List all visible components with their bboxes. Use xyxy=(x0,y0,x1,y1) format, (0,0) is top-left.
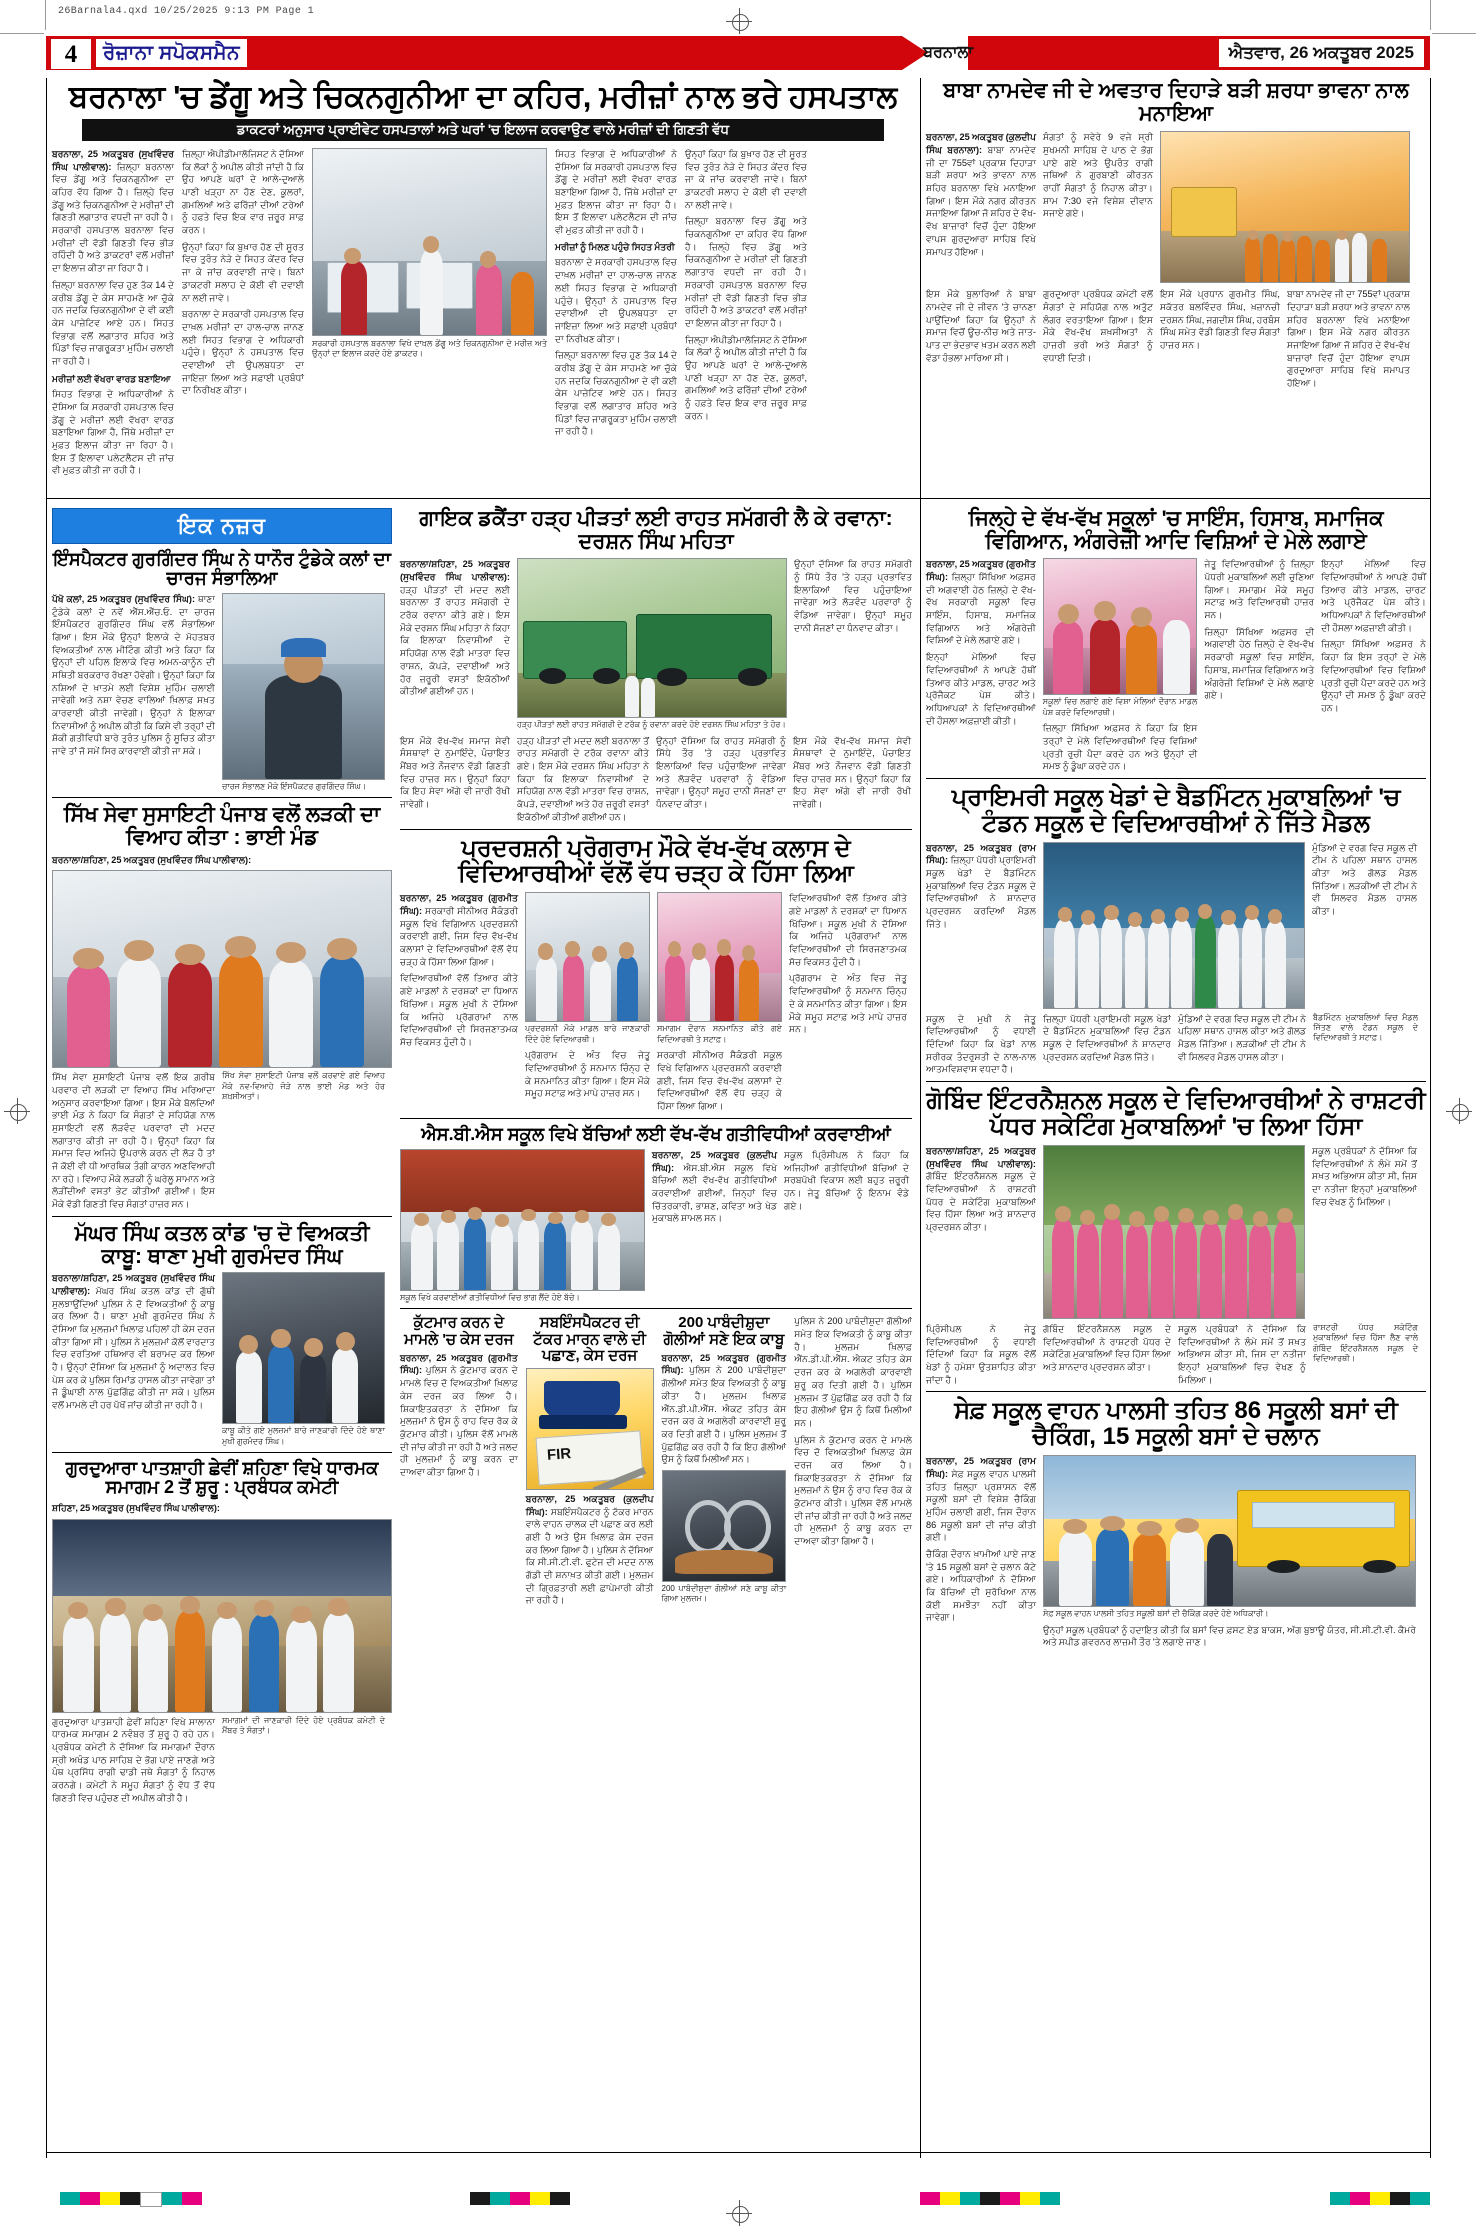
skating-headline: ਗੋਬਿੰਦ ਇੰਟਰਨੈਸ਼ਨਲ ਸਕੂਲ ਦੇ ਵਿਦਿਆਰਥੀਆਂ ਨੇ ਰਾਸ਼ਟਰੀ ਪੱਧਰ ਸਕੇਟਿੰਗ ਮੁਕਾਬਲਿਆਂ 'ਚ ਲਿਆ ਹਿੱਸਾ xyxy=(926,1087,1426,1141)
masthead-brand: ਰੋਜ਼ਾਨਾ ਸਪੋਕਸਮੈਨ xyxy=(96,39,247,67)
science-body-4: ਜੇਤੂ ਵਿਦਿਆਰਥੀਆਂ ਨੂੰ ਜ਼ਿਲ੍ਹਾ ਪੱਧਰੀ ਮੁਕਾਬਲਿਆਂ ਲਈ ਚੁਣਿਆ ਗਿਆ। ਸਮਾਗਮ ਮੌਕੇ ਸਮੂਹ ਸਟਾਫ਼ ਅਤੇ ਵਿਦਿਆਰਥੀ ਹਾਜ਼ਰ ਸਨ। xyxy=(1204,559,1315,621)
skating-body-1b: ਗੋਬਿੰਦ ਇੰਟਰਨੈਸ਼ਨਲ ਸਕੂਲ ਦੇ ਵਿਦਿਆਰਥੀਆਂ ਨੇ ਰਾਸ਼ਟਰੀ ਪੱਧਰ ਦੇ ਸਕੇਟਿੰਗ ਮੁਕਾਬਲਿਆਂ ਵਿਚ ਹਿੱਸਾ ਲਿਆ ਅਤੇ ਸ਼ਾਨਦਾਰ ਪ੍ਰਦਰਸ਼ਨ ਕੀਤਾ। xyxy=(1043,1323,1171,1372)
trim-mark xyxy=(1432,33,1476,34)
registration-mark-left xyxy=(4,1098,30,1124)
murder-caption: ਕਾਬੂ ਕੀਤੇ ਗਏ ਮੁਲਜ਼ਮਾਂ ਬਾਰੇ ਜਾਣਕਾਰੀ ਦਿੰਦੇ ਹੋਏ ਥਾਣਾ ਮੁਖੀ ਗੁਰਮੰਦਰ ਸਿੰਘ। xyxy=(222,1426,385,1446)
inspector-story xyxy=(52,550,392,798)
exhibition-photo-1 xyxy=(525,892,650,1022)
relief-caption: ਹੜ੍ਹ ਪੀੜਤਾਂ ਲਈ ਰਾਹਤ ਸਮੱਗਰੀ ਦੇ ਟਰੱਕ ਨੂੰ ਰਵਾਨਾ ਕਰਦੇ ਹੋਏ ਦਰਸ਼ਨ ਸਿੰਘ ਮਹਿਤਾ ਤੇ ਹੋਰ। xyxy=(517,720,786,730)
relief-body-1: ਹੜ੍ਹ ਪੀੜਤਾਂ ਦੀ ਮਦਦ ਲਈ ਬਰਨਾਲਾ ਤੋਂ ਰਾਹਤ ਸਮੱਗਰੀ ਦੇ ਟਰੱਕ ਰਵਾਨਾ ਕੀਤੇ ਗਏ। ਇਸ ਮੌਕੇ ਦਰਸ਼ਨ ਸਿੰਘ ਮਹਿਤਾ ਨੇ ਕਿਹਾ ਕਿ ਇਲਾਕਾ ਨਿਵਾਸੀਆਂ ਦੇ ਸਹਿਯੋਗ ਨਾਲ ਵੱਡੀ ਮਾਤਰਾ ਵਿਚ ਰਾਸ਼ਨ, ਕੱਪੜੇ, ਦਵਾਈਆਂ ਅਤੇ ਹੋਰ ਜ਼ਰੂਰੀ ਵਸਤਾਂ ਇਕੱਠੀਆਂ ਕੀਤੀਆਂ ਗਈਆਂ ਹਨ। xyxy=(400,584,510,697)
lead-body-2: ਜ਼ਿਲ੍ਹਾ ਬਰਨਾਲਾ ਵਿਚ ਹੁਣ ਤੱਕ 14 ਦੇ ਕਰੀਬ ਡੇਂਗੂ ਦੇ ਕੇਸ ਸਾਹਮਣੇ ਆ ਚੁੱਕੇ ਹਨ ਜਦਕਿ ਚਿਕਨਗੁਨੀਆ ਦੇ ਵੀ ਕਈ ਕੇਸ ਪਾਜ਼ੇਟਿਵ ਆਏ ਹਨ। ਸਿਹਤ ਵਿਭਾਗ ਵਲੋਂ ਲਗਾਤਾਰ ਸ਼ਹਿਰ ਅਤੇ ਪਿੰਡਾਂ ਵਿਚ ਜਾਗਰੂਕਤਾ ਮੁਹਿੰਮ ਚਲਾਈ ਜਾ ਰਹੀ ਹੈ। xyxy=(52,279,174,366)
namdev-body-3: ਇਸ ਮੌਕੇ ਬੁਲਾਰਿਆਂ ਨੇ ਬਾਬਾ ਨਾਮਦੇਵ ਜੀ ਦੇ ਜੀਵਨ 'ਤੇ ਚਾਨਣਾ ਪਾਉਂਦਿਆਂ ਕਿਹਾ ਕਿ ਉਨ੍ਹਾਂ ਨੇ ਸਮਾਜ ਵਿਚੋਂ ਊਚ-ਨੀਚ ਅਤੇ ਜਾਤ-ਪਾਤ ਦਾ ਭੇਦਭਾਵ ਖ਼ਤਮ ਕਰਨ ਲਈ ਵੱਡਾ ਹੰਭਲਾ ਮਾਰਿਆ ਸੀ। xyxy=(926,289,1036,363)
section-divider xyxy=(46,498,1431,499)
brief-overflow xyxy=(794,1315,912,1607)
gurdwara-story xyxy=(52,1459,392,1804)
sbs-dateline: ਬਰਨਾਲਾ, 25 ਅਕਤੂਬਰ (ਕੁਲਦੀਪ ਸਿੰਘ): xyxy=(652,1150,777,1173)
brief-pills-headline: 200 ਪਾਬੰਦੀਸ਼ੁਦਾ ਗੋਲੀਆਂ ਸਣੇ ਇਕ ਕਾਬੂ xyxy=(663,1314,785,1348)
brief-pills-dateline: ਬਰਨਾਲਾ, 25 ਅਕਤੂਬਰ (ਗੁਰਮੀਤ ਸਿੰਘ): xyxy=(661,1352,787,1376)
skating-dateline: ਬਰਨਾਲਾ/ਸ਼ਹਿਣਾ, 25 ਅਕਤੂਬਰ (ਸੁਖਵਿੰਦਰ ਸਿੰਘ ਪਾਲੀਵਾਲ): xyxy=(926,1145,1036,1169)
relief-body-3b: ਇਸ ਮੌਕੇ ਵੱਖ-ਵੱਖ ਸਮਾਜ ਸੇਵੀ ਸੰਸਥਾਵਾਂ ਦੇ ਨੁਮਾਇੰਦੇ, ਪੰਚਾਇਤ ਮੈਂਬਰ ਅਤੇ ਨੌਜਵਾਨ ਵੱਡੀ ਗਿਣਤੀ ਵਿਚ ਹਾਜ਼ਰ ਸਨ। ਉਨ੍ਹਾਂ ਕਿਹਾ ਕਿ ਇਹ ਸੇਵਾ ਅੱਗੇ ਵੀ ਜਾਰੀ ਰੱਖੀ ਜਾਵੇਗੀ। xyxy=(793,735,911,810)
science-body-1: ਜ਼ਿਲ੍ਹਾ ਸਿੱਖਿਆ ਅਫ਼ਸਰ ਦੀ ਅਗਵਾਈ ਹੇਠ ਜ਼ਿਲ੍ਹੇ ਦੇ ਵੱਖ-ਵੱਖ ਸਰਕਾਰੀ ਸਕੂਲਾਂ ਵਿਚ ਸਾਇੰਸ, ਹਿਸਾਬ, ਸਮਾਜਿਕ ਵਿਗਿਆਨ ਅਤੇ ਅੰਗਰੇਜ਼ੀ ਵਿਸ਼ਿਆਂ ਦੇ ਮੇਲੇ ਲਗਾਏ ਗਏ। xyxy=(926,572,1036,646)
gurdwara-caption: ਸਮਾਗਮਾਂ ਦੀ ਜਾਣਕਾਰੀ ਦਿੰਦੇ ਹੋਏ ਪ੍ਰਬੰਧਕ ਕਮੇਟੀ ਦੇ ਮੈਂਬਰ ਤੇ ਸੰਗਤਾਂ। xyxy=(222,1715,385,1735)
lead-body-6: ਬਰਨਾਲਾ ਦੇ ਸਰਕਾਰੀ ਹਸਪਤਾਲ ਵਿਚ ਦਾਖ਼ਲ ਮਰੀਜ਼ਾਂ ਦਾ ਹਾਲ-ਚਾਲ ਜਾਨਣ ਲਈ ਸਿਹਤ ਵਿਭਾਗ ਦੇ ਅਧਿਕਾਰੀ ਪਹੁੰਚੇ। ਉਨ੍ਹਾਂ ਨੇ ਹਸਪਤਾਲ ਵਿਚ ਦਵਾਈਆਂ ਦੀ ਉਪਲਬਧਤਾ ਦਾ ਜਾਇਜ਼ਾ ਲਿਆ ਅਤੇ ਸਫ਼ਾਈ ਪ੍ਰਬੰਧਾਂ ਦਾ ਨਿਰੀਖਣ ਕੀਤਾ। xyxy=(182,309,304,396)
skating-photo xyxy=(1043,1145,1305,1319)
lead-body-4: ਜ਼ਿਲ੍ਹਾ ਐਪੀਡੀਮਾਲੋਜਿਸਟ ਨੇ ਦੱਸਿਆ ਕਿ ਲੋਕਾਂ ਨੂੰ ਅਪੀਲ ਕੀਤੀ ਜਾਂਦੀ ਹੈ ਕਿ ਉਹ ਆਪਣੇ ਘਰਾਂ ਦੇ ਆਲੇ-ਦੁਆਲੇ ਪਾਣੀ ਖੜ੍ਹਾ ਨਾ ਹੋਣ ਦੇਣ, ਕੂਲਰਾਂ, ਗਮਲਿਆਂ ਅਤੇ ਫਰਿੱਜ਼ਾਂ ਦੀਆਂ ਟਰੇਆਂ ਨੂੰ ਹਫ਼ਤੇ ਵਿਚ ਇਕ ਵਾਰ ਜ਼ਰੂਰ ਸਾਫ਼ ਕਰਨ। xyxy=(182,148,304,236)
relief-body-2b: ਉਨ੍ਹਾਂ ਦੱਸਿਆ ਕਿ ਰਾਹਤ ਸਮੱਗਰੀ ਨੂੰ ਸਿੱਧੇ ਤੌਰ 'ਤੇ ਹੜ੍ਹ ਪ੍ਰਭਾਵਿਤ ਇਲਾਕਿਆਂ ਵਿਚ ਪਹੁੰਚਾਇਆ ਜਾਵੇਗਾ ਅਤੇ ਲੋੜਵੰਦ ਪਰਵਾਰਾਂ ਨੂੰ ਵੰਡਿਆ ਜਾਵੇਗਾ। ਉਨ੍ਹਾਂ ਸਮੂਹ ਦਾਨੀ ਸੱਜਣਾਂ ਦਾ ਧੰਨਵਾਦ ਕੀਤਾ। xyxy=(656,735,786,810)
bus-checking-photo xyxy=(1043,1455,1416,1607)
column-rule xyxy=(1430,78,1431,2158)
sbs-headline: ਐਸ.ਬੀ.ਐਸ ਸਕੂਲ ਵਿਖੇ ਬੱਚਿਆਂ ਲਈ ਵੱਖ-ਵੱਖ ਗਤੀਵਿਧੀਆਂ ਕਰਵਾਈਆਂ xyxy=(421,1123,891,1144)
science-dateline: ਬਰਨਾਲਾ, 25 ਅਕਤੂਬਰ (ਗੁਰਮੀਤ ਸਿੰਘ): xyxy=(926,559,1036,583)
gurdwara-dateline: ਸ਼ਹਿਣਾ, 25 ਅਕਤੂਬਰ (ਸੁਖਵਿੰਦਰ ਸਿੰਘ ਪਾਲੀਵਾਲ): xyxy=(52,1502,220,1513)
lead-body-1b: ਜ਼ਿਲ੍ਹਾ ਬਰਨਾਲਾ ਵਿਚ ਡੇਂਗੂ ਅਤੇ ਚਿਕਨਗੁਨੀਆ ਦਾ ਕਹਿਰ ਵੱਧ ਗਿਆ ਹੈ। ਜ਼ਿਲ੍ਹੇ ਵਿਚ ਡੇਂਗੂ ਅਤੇ ਚਿਕਨਗੁਨੀਆ ਦੇ ਮਰੀਜ਼ਾਂ ਦੀ ਗਿਣਤੀ ਲਗਾਤਾਰ ਵਧਦੀ ਜਾ ਰਹੀ ਹੈ। ਸਰਕਾਰੀ ਹਸਪਤਾਲ ਬਰਨਾਲਾ ਵਿਚ ਮਰੀਜ਼ਾਂ ਦੀ ਵੱਡੀ ਗਿਣਤੀ ਵਿਚ ਭੀੜ ਰਹਿੰਦੀ ਹੈ ਅਤੇ ਡਾਕਟਰਾਂ ਵਲੋਂ ਮਰੀਜ਼ਾਂ ਦਾ ਇਲਾਜ ਕੀਤਾ ਜਾ ਰਿਹਾ ਹੈ। xyxy=(685,216,807,328)
bottom-divider xyxy=(46,2152,1431,2153)
briefs-row xyxy=(400,1315,912,1607)
lead-body-1: ਜ਼ਿਲ੍ਹਾ ਬਰਨਾਲਾ ਵਿਚ ਡੇਂਗੂ ਅਤੇ ਚਿਕਨਗੁਨੀਆ ਦਾ ਕਹਿਰ ਵੱਧ ਗਿਆ ਹੈ। ਜ਼ਿਲ੍ਹੇ ਵਿਚ ਡੇਂਗੂ ਅਤੇ ਚਿਕਨਗੁਨੀਆ ਦੇ ਮਰੀਜ਼ਾਂ ਦੀ ਗਿਣਤੀ ਲਗਾਤਾਰ ਵਧਦੀ ਜਾ ਰਹੀ ਹੈ। ਸਰਕਾਰੀ ਹਸਪਤਾਲ ਬਰਨਾਲਾ ਵਿਚ ਮਰੀਜ਼ਾਂ ਦੀ ਵੱਡੀ ਗਿਣਤੀ ਵਿਚ ਭੀੜ ਰਹਿੰਦੀ ਹੈ ਅਤੇ ਡਾਕਟਰਾਂ ਵਲੋਂ ਮਰੀਜ਼ਾਂ ਦਾ ਇਲਾਜ ਕੀਤਾ ਜਾ ਰਿਹਾ ਹੈ। xyxy=(52,161,175,274)
right-column xyxy=(926,508,1426,1649)
brief-fir xyxy=(526,1315,654,1607)
gurdwara-photo xyxy=(52,1519,392,1713)
inspector-headline: ਇੰਸਪੈਕਟਰ ਗੁਰਗਿੰਦਰ ਸਿੰਘ ਨੇ ਧਾਨੌਰ ਟੁੰਡੇਕੇ ਕਲਾਂ ਦਾ ਚਾਰਜ ਸੰਭਾਲਿਆ xyxy=(53,549,391,589)
inspector-photo xyxy=(222,593,385,780)
science-body-3: ਜ਼ਿਲ੍ਹਾ ਸਿੱਖਿਆ ਅਫ਼ਸਰ ਨੇ ਕਿਹਾ ਕਿ ਇਸ ਤਰ੍ਹਾਂ ਦੇ ਮੇਲੇ ਵਿਦਿਆਰਥੀਆਂ ਵਿਚ ਵਿਸ਼ਿਆਂ ਪ੍ਰਤੀ ਰੁਚੀ ਪੈਦਾ ਕਰਦੇ ਹਨ ਅਤੇ ਉਨ੍ਹਾਂ ਦੀ ਸਮਝ ਨੂੰ ਡੂੰਘਾ ਕਰਦੇ ਹਨ। xyxy=(1042,723,1198,772)
murder-story xyxy=(52,1223,392,1453)
exhibition-body-2b: ਵਿਦਿਆਰਥੀਆਂ ਵੱਲੋਂ ਤਿਆਰ ਕੀਤੇ ਗਏ ਮਾਡਲਾਂ ਨੇ ਦਰਸ਼ਕਾਂ ਦਾ ਧਿਆਨ ਖਿੱਚਿਆ। ਸਕੂਲ ਮੁਖੀ ਨੇ ਦੱਸਿਆ ਕਿ ਅਜਿਹੇ ਪ੍ਰੋਗਰਾਮਾਂ ਨਾਲ ਵਿਦਿਆਰਥੀਆਂ ਦੀ ਸਿਰਜਣਾਤਮਕ ਸੋਚ ਵਿਕਸਤ ਹੁੰਦੀ ਹੈ। xyxy=(789,893,907,967)
relief-body-1b: ਹੜ੍ਹ ਪੀੜਤਾਂ ਦੀ ਮਦਦ ਲਈ ਬਰਨਾਲਾ ਤੋਂ ਰਾਹਤ ਸਮੱਗਰੀ ਦੇ ਟਰੱਕ ਰਵਾਨਾ ਕੀਤੇ ਗਏ। ਇਸ ਮੌਕੇ ਦਰਸ਼ਨ ਸਿੰਘ ਮਹਿਤਾ ਨੇ ਕਿਹਾ ਕਿ ਇਲਾਕਾ ਨਿਵਾਸੀਆਂ ਦੇ ਸਹਿਯੋਗ ਨਾਲ ਵੱਡੀ ਮਾਤਰਾ ਵਿਚ ਰਾਸ਼ਨ, ਕੱਪੜੇ, ਦਵਾਈਆਂ ਅਤੇ ਹੋਰ ਜ਼ਰੂਰੀ ਵਸਤਾਂ ਇਕੱਠੀਆਂ ਕੀਤੀਆਂ ਗਈਆਂ ਹਨ। xyxy=(517,735,649,822)
brief-overflow-body-2: ਪੁਲਿਸ ਨੇ ਕੁੱਟਮਾਰ ਕਰਨ ਦੇ ਮਾਮਲੇ ਵਿਚ ਦੋ ਵਿਅਕਤੀਆਂ ਖ਼ਿਲਾਫ਼ ਕੇਸ ਦਰਜ ਕਰ ਲਿਆ ਹੈ। ਸ਼ਿਕਾਇਤਕਰਤਾ ਨੇ ਦੱਸਿਆ ਕਿ ਮੁਲਜ਼ਮਾਂ ਨੇ ਉਸ ਨੂੰ ਰਾਹ ਵਿਚ ਰੋਕ ਕੇ ਕੁੱਟਮਾਰ ਕੀਤੀ। ਪੁਲਿਸ ਵੱਲੋਂ ਮਾਮਲੇ ਦੀ ਜਾਂਚ ਕੀਤੀ ਜਾ ਰਹੀ ਹੈ ਅਤੇ ਜਲਦ ਹੀ ਮੁਲਜ਼ਮਾਂ ਨੂੰ ਕਾਬੂ ਕਰਨ ਦਾ ਦਾਅਵਾ ਕੀਤਾ ਗਿਆ ਹੈ। xyxy=(794,1434,913,1547)
lead-body-6b: ਬਰਨਾਲਾ ਦੇ ਸਰਕਾਰੀ ਹਸਪਤਾਲ ਵਿਚ ਦਾਖ਼ਲ ਮਰੀਜ਼ਾਂ ਦਾ ਹਾਲ-ਚਾਲ ਜਾਨਣ ਲਈ ਸਿਹਤ ਵਿਭਾਗ ਦੇ ਅਧਿਕਾਰੀ ਪਹੁੰਚੇ। ਉਨ੍ਹਾਂ ਨੇ ਹਸਪਤਾਲ ਵਿਚ ਦਵਾਈਆਂ ਦੀ ਉਪਲਬਧਤਾ ਦਾ ਜਾਇਜ਼ਾ ਲਿਆ ਅਤੇ ਸਫ਼ਾਈ ਪ੍ਰਬੰਧਾਂ ਦਾ ਨਿਰੀਖਣ ਕੀਤਾ। xyxy=(555,257,677,344)
brief-fir-body: ਸਬਇੰਸਪੈਕਟਰ ਨੂੰ ਟੱਕਰ ਮਾਰਨ ਵਾਲੇ ਵਾਹਨ ਚਾਲਕ ਦੀ ਪਛਾਣ ਕਰ ਲਈ ਗਈ ਹੈ ਅਤੇ ਉਸ ਖ਼ਿਲਾਫ਼ ਕੇਸ ਦਰਜ ਕਰ ਲਿਆ ਗਿਆ ਹੈ। ਪੁਲਿਸ ਨੇ ਦੱਸਿਆ ਕਿ ਸੀ.ਸੀ.ਟੀ.ਵੀ. ਫੁਟੇਜ ਦੀ ਮਦਦ ਨਾਲ ਗੱਡੀ ਦੀ ਸ਼ਨਾਖ਼ਤ ਕੀਤੀ ਗਈ। ਮੁਲਜ਼ਮ ਦੀ ਗ੍ਰਿਫ਼ਤਾਰੀ ਲਈ ਛਾਪੇਮਾਰੀ ਕੀਤੀ ਜਾ ਰਹੀ ਹੈ। xyxy=(525,1506,654,1606)
lead-body-3b: ਸਿਹਤ ਵਿਭਾਗ ਦੇ ਅਧਿਕਾਰੀਆਂ ਨੇ ਦੱਸਿਆ ਕਿ ਸਰਕਾਰੀ ਹਸਪਤਾਲ ਵਿਚ ਡੇਂਗੂ ਦੇ ਮਰੀਜ਼ਾਂ ਲਈ ਵੱਖਰਾ ਵਾਰਡ ਬਣਾਇਆ ਗਿਆ ਹੈ, ਜਿੱਥੇ ਮਰੀਜ਼ਾਂ ਦਾ ਮੁਫ਼ਤ ਇਲਾਜ ਕੀਤਾ ਜਾ ਰਿਹਾ ਹੈ। ਇਸ ਤੋਂ ਇਲਾਵਾ ਪਲੇਟਲੈਟਸ ਦੀ ਜਾਂਚ ਵੀ ਮੁਫ਼ਤ ਕੀਤੀ ਜਾ ਰਹੀ ਹੈ। xyxy=(555,148,677,236)
murder-headline: ਮੱਘਰ ਸਿੰਘ ਕਤਲ ਕਾਂਡ 'ਚ ਦੋ ਵਿਅਕਤੀ ਕਾਬੂ: ਥਾਣਾ ਮੁਖੀ ਗੁਰਮੰਦਰ ਸਿੰਘ xyxy=(74,1221,370,1268)
brief-assault-body: ਪੁਲਿਸ ਨੇ ਕੁੱਟਮਾਰ ਕਰਨ ਦੇ ਮਾਮਲੇ ਵਿਚ ਦੋ ਵਿਅਕਤੀਆਂ ਖ਼ਿਲਾਫ਼ ਕੇਸ ਦਰਜ ਕਰ ਲਿਆ ਹੈ। ਸ਼ਿਕਾਇਤਕਰਤਾ ਨੇ ਦੱਸਿਆ ਕਿ ਮੁਲਜ਼ਮਾਂ ਨੇ ਉਸ ਨੂੰ ਰਾਹ ਵਿਚ ਰੋਕ ਕੇ ਕੁੱਟਮਾਰ ਕੀਤੀ। ਪੁਲਿਸ ਵੱਲੋਂ ਮਾਮਲੇ ਦੀ ਜਾਂਚ ਕੀਤੀ ਜਾ ਰਹੀ ਹੈ ਅਤੇ ਜਲਦ ਹੀ ਮੁਲਜ਼ਮਾਂ ਨੂੰ ਕਾਬੂ ਕਰਨ ਦਾ ਦਾਅਵਾ ਕੀਤਾ ਗਿਆ ਹੈ। xyxy=(400,1365,518,1477)
buses-body-1: ਸੇਫ਼ ਸਕੂਲ ਵਾਹਨ ਪਾਲਸੀ ਤਹਿਤ ਜ਼ਿਲ੍ਹਾ ਪ੍ਰਸ਼ਾਸਨ ਵੱਲੋਂ ਸਕੂਲੀ ਬਸਾਂ ਦੀ ਵਿਸ਼ੇਸ਼ ਚੈਕਿੰਗ ਮੁਹਿੰਮ ਚਲਾਈ ਗਈ, ਜਿਸ ਦੌਰਾਨ 86 ਸਕੂਲੀ ਬਸਾਂ ਦੀ ਜਾਂਚ ਕੀਤੀ ਗਈ। xyxy=(926,1468,1036,1543)
brief-overflow-body: ਪੁਲਿਸ ਨੇ 200 ਪਾਬੰਦੀਸ਼ੁਦਾ ਗੋਲੀਆਂ ਸਮੇਤ ਇਕ ਵਿਅਕਤੀ ਨੂੰ ਕਾਬੂ ਕੀਤਾ ਹੈ। ਮੁਲਜ਼ਮ ਖ਼ਿਲਾਫ਼ ਐੱਨ.ਡੀ.ਪੀ.ਐੱਸ. ਐਕਟ ਤਹਿਤ ਕੇਸ ਦਰਜ ਕਰ ਕੇ ਅਗਲੇਰੀ ਕਾਰਵਾਈ ਸ਼ੁਰੂ ਕਰ ਦਿਤੀ ਗਈ ਹੈ। ਪੁਲਿਸ ਮੁਲਜ਼ਮ ਤੋਂ ਪੁੱਛਗਿੱਛ ਕਰ ਰਹੀ ਹੈ ਕਿ ਇਹ ਗੋਲੀਆਂ ਉਸ ਨੂੰ ਕਿਥੋਂ ਮਿਲੀਆਂ ਸਨ। xyxy=(794,1316,913,1428)
badminton-caption: ਬੈਡਮਿੰਟਨ ਮੁਕਾਬਲਿਆਂ ਵਿਚ ਮੈਡਲ ਜਿੱਤਣ ਵਾਲੇ ਟੰਡਨ ਸਕੂਲ ਦੇ ਵਿਦਿਆਰਥੀ ਤੇ ਸਟਾਫ਼। xyxy=(1313,1012,1418,1043)
lead-body-3: ਸਿਹਤ ਵਿਭਾਗ ਦੇ ਅਧਿਕਾਰੀਆਂ ਨੇ ਦੱਸਿਆ ਕਿ ਸਰਕਾਰੀ ਹਸਪਤਾਲ ਵਿਚ ਡੇਂਗੂ ਦੇ ਮਰੀਜ਼ਾਂ ਲਈ ਵੱਖਰਾ ਵਾਰਡ ਬਣਾਇਆ ਗਿਆ ਹੈ, ਜਿੱਥੇ ਮਰੀਜ਼ਾਂ ਦਾ ਮੁਫ਼ਤ ਇਲਾਜ ਕੀਤਾ ਜਾ ਰਿਹਾ ਹੈ। ਇਸ ਤੋਂ ਇਲਾਵਾ ਪਲੇਟਲੈਟਸ ਦੀ ਜਾਂਚ ਵੀ ਮੁਫ਼ਤ ਕੀਤੀ ਜਾ ਰਹੀ ਹੈ। xyxy=(52,389,174,476)
namdev-column-2 xyxy=(1043,131,1153,283)
exhibition-headline: ਪ੍ਰਦਰਸ਼ਨੀ ਪ੍ਰੋਗਰਾਮ ਮੌਕੇ ਵੱਖ-ਵੱਖ ਕਲਾਸ ਦੇ ਵਿਦਿਆਰਥੀਆਂ ਵੱਲੋਂ ਵੱਧ ਚੜ੍ਹ ਕੇ ਹਿੱਸਾ ਲਿਆ xyxy=(458,834,854,888)
science-headline: ਜਿਲ੍ਹੇ ਦੇ ਵੱਖ-ਵੱਖ ਸਕੂਲਾਂ 'ਚ ਸਾਇੰਸ, ਹਿਸਾਬ, ਸਮਾਜਿਕ ਵਿਗਿਆਨ, ਅੰਗਰੇਜ਼ੀ ਆਦਿ ਵਿਸ਼ਿਆਂ ਦੇ ਮੇਲੇ ਲਗਾਏ xyxy=(968,507,1384,553)
inspector-dateline: ਪੱਖੋ ਕਲਾਂ, 25 ਅਕਤੂਬਰ (ਸੁਖਵਿੰਦਰ ਸਿੰਘ): xyxy=(52,593,196,604)
skating-body-2b: ਸਕੂਲ ਪ੍ਰਬੰਧਕਾਂ ਨੇ ਦੱਸਿਆ ਕਿ ਵਿਦਿਆਰਥੀਆਂ ਨੇ ਲੰਮੇ ਸਮੇਂ ਤੋਂ ਸਖ਼ਤ ਅਭਿਆਸ ਕੀਤਾ ਸੀ, ਜਿਸ ਦਾ ਨਤੀਜਾ ਇਨ੍ਹਾਂ ਮੁਕਾਬਲਿਆਂ ਵਿਚ ਵੇਖਣ ਨੂੰ ਮਿਲਿਆ। xyxy=(1178,1323,1306,1385)
trim-mark xyxy=(0,33,44,34)
brief-pills-body: ਪੁਲਿਸ ਨੇ 200 ਪਾਬੰਦੀਸ਼ੁਦਾ ਗੋਲੀਆਂ ਸਮੇਤ ਇਕ ਵਿਅਕਤੀ ਨੂੰ ਕਾਬੂ ਕੀਤਾ ਹੈ। ਮੁਲਜ਼ਮ ਖ਼ਿਲਾਫ਼ ਐੱਨ.ਡੀ.ਪੀ.ਐੱਸ. ਐਕਟ ਤਹਿਤ ਕੇਸ ਦਰਜ ਕਰ ਕੇ ਅਗਲੇਰੀ ਕਾਰਵਾਈ ਸ਼ੁਰੂ ਕਰ ਦਿਤੀ ਗਈ ਹੈ। ਪੁਲਿਸ ਮੁਲਜ਼ਮ ਤੋਂ ਪੁੱਛਗਿੱਛ ਕਰ ਰਹੀ ਹੈ ਕਿ ਇਹ ਗੋਲੀਆਂ ਉਸ ਨੂੰ ਕਿਥੋਂ ਮਿਲੀਆਂ ਸਨ। xyxy=(661,1365,787,1465)
buses-body-3: ਉਨ੍ਹਾਂ ਸਕੂਲ ਪ੍ਰਬੰਧਕਾਂ ਨੂੰ ਹਦਾਇਤ ਕੀਤੀ ਕਿ ਬਸਾਂ ਵਿਚ ਫ਼ਸਟ ਏਡ ਬਾਕਸ, ਅੱਗ ਬੁਝਾਊ ਯੰਤਰ, ਸੀ.ਸੀ.ਟੀ.ਵੀ. ਕੈਮਰੇ ਅਤੇ ਸਪੀਡ ਗਵਰਨਰ ਲਾਜ਼ਮੀ ਤੌਰ 'ਤੇ ਲਗਾਏ ਜਾਣ। xyxy=(1043,1624,1416,1648)
left-column xyxy=(52,508,392,1804)
gurdwara-body: ਗੁਰਦੁਆਰਾ ਪਾਤਸ਼ਾਹੀ ਛੇਵੀਂ ਸ਼ਹਿਣਾ ਵਿਖੇ ਸਾਲਾਨਾ ਧਾਰਮਕ ਸਮਾਗਮ 2 ਨਵੰਬਰ ਤੋਂ ਸ਼ੁਰੂ ਹੋ ਰਹੇ ਹਨ। ਪ੍ਰਬੰਧਕ ਕਮੇਟੀ ਨੇ ਦੱਸਿਆ ਕਿ ਸਮਾਗਮਾਂ ਦੌਰਾਨ ਸ੍ਰੀ ਅਖੰਡ ਪਾਠ ਸਾਹਿਬ ਦੇ ਭੋਗ ਪਾਏ ਜਾਣਗੇ ਅਤੇ ਪੰਥ ਪ੍ਰਸਿੱਧ ਰਾਗੀ ਢਾਡੀ ਜਥੇ ਸੰਗਤਾਂ ਨੂੰ ਨਿਹਾਲ ਕਰਨਗੇ। ਕਮੇਟੀ ਨੇ ਸਮੂਹ ਸੰਗਤਾਂ ਨੂੰ ਵੱਧ ਤੋਂ ਵੱਧ ਗਿਣਤੀ ਵਿਚ ਪਹੁੰਚਣ ਦੀ ਅਪੀਲ ਕੀਤੀ ਹੈ। xyxy=(52,1716,215,1803)
lead-body-5: ਉਨ੍ਹਾਂ ਕਿਹਾ ਕਿ ਬੁਖ਼ਾਰ ਹੋਣ ਦੀ ਸੂਰਤ ਵਿਚ ਤੁਰੰਤ ਨੇੜੇ ਦੇ ਸਿਹਤ ਕੇਂਦਰ ਵਿਚ ਜਾ ਕੇ ਜਾਂਚ ਕਰਵਾਈ ਜਾਵੇ। ਬਿਨਾਂ ਡਾਕਟਰੀ ਸਲਾਹ ਦੇ ਕੋਈ ਵੀ ਦਵਾਈ ਨਾ ਲਈ ਜਾਵੇ। xyxy=(182,241,304,303)
wedding-photo xyxy=(52,870,392,1068)
namdev-story xyxy=(926,80,1426,390)
namdev-body-1c: ਬਾਬਾ ਨਾਮਦੇਵ ਜੀ ਦਾ 755ਵਾਂ ਪ੍ਰਕਾਸ਼ ਦਿਹਾੜਾ ਬੜੀ ਸ਼ਰਧਾ ਅਤੇ ਭਾਵਨਾ ਨਾਲ ਸ਼ਹਿਰ ਬਰਨਾਲਾ ਵਿਖੇ ਮਨਾਇਆ ਗਿਆ। ਇਸ ਮੌਕੇ ਨਗਰ ਕੀਰਤਨ ਸਜਾਇਆ ਗਿਆ ਜੋ ਸ਼ਹਿਰ ਦੇ ਵੱਖ-ਵੱਖ ਬਾਜ਼ਾਰਾਂ ਵਿਚੋਂ ਹੁੰਦਾ ਹੋਇਆ ਵਾਪਸ ਗੁਰਦੁਆਰਾ ਸਾਹਿਬ ਵਿਖੇ ਸਮਾਪਤ ਹੋਇਆ। xyxy=(1287,289,1410,389)
badminton-body-1b: ਜ਼ਿਲ੍ਹਾ ਪੱਧਰੀ ਪ੍ਰਾਇਮਰੀ ਸਕੂਲ ਖੇਡਾਂ ਦੇ ਬੈਡਮਿੰਟਨ ਮੁਕਾਬਲਿਆਂ ਵਿਚ ਟੰਡਨ ਸਕੂਲ ਦੇ ਵਿਦਿਆਰਥੀਆਂ ਨੇ ਸ਼ਾਨਦਾਰ ਪ੍ਰਦਰਸ਼ਨ ਕਰਦਿਆਂ ਮੈਡਲ ਜਿੱਤੇ। xyxy=(1043,1013,1171,1062)
lead-body-5b: ਉਨ੍ਹਾਂ ਕਿਹਾ ਕਿ ਬੁਖ਼ਾਰ ਹੋਣ ਦੀ ਸੂਰਤ ਵਿਚ ਤੁਰੰਤ ਨੇੜੇ ਦੇ ਸਿਹਤ ਕੇਂਦਰ ਵਿਚ ਜਾ ਕੇ ਜਾਂਚ ਕਰਵਾਈ ਜਾਵੇ। ਬਿਨਾਂ ਡਾਕਟਰੀ ਸਲਾਹ ਦੇ ਕੋਈ ਵੀ ਦਵਾਈ ਨਾ ਲਈ ਜਾਵੇ। xyxy=(685,148,807,210)
lead-subtitle-a: ਮਰੀਜ਼ਾਂ ਲਈ ਵੱਖਰਾ ਵਾਰਡ ਬਣਾਇਆ xyxy=(52,373,171,384)
page-number: 4 xyxy=(50,38,92,70)
namdev-body-1: ਬਾਬਾ ਨਾਮਦੇਵ ਜੀ ਦਾ 755ਵਾਂ ਪ੍ਰਕਾਸ਼ ਦਿਹਾੜਾ ਬੜੀ ਸ਼ਰਧਾ ਅਤੇ ਭਾਵਨਾ ਨਾਲ ਸ਼ਹਿਰ ਬਰਨਾਲਾ ਵਿਖੇ ਮਨਾਇਆ ਗਿਆ। ਇਸ ਮੌਕੇ ਨਗਰ ਕੀਰਤਨ ਸਜਾਇਆ ਗਿਆ ਜੋ ਸ਼ਹਿਰ ਦੇ ਵੱਖ-ਵੱਖ ਬਾਜ਼ਾਰਾਂ ਵਿਚੋਂ ਹੁੰਦਾ ਹੋਇਆ ਵਾਪਸ ਗੁਰਦੁਆਰਾ ਸਾਹਿਬ ਵਿਖੇ ਸਮਾਪਤ ਹੋਇਆ। xyxy=(926,145,1036,257)
fir-icon-label: FIR xyxy=(546,1444,572,1464)
badminton-body-2b: ਮੁੰਡਿਆਂ ਦੇ ਵਰਗ ਵਿਚ ਸਕੂਲ ਦੀ ਟੀਮ ਨੇ ਪਹਿਲਾ ਸਥਾਨ ਹਾਸਲ ਕੀਤਾ ਅਤੇ ਗੋਲਡ ਮੈਡਲ ਜਿੱਤਿਆ। ਲੜਕੀਆਂ ਦੀ ਟੀਮ ਨੇ ਵੀ ਸਿਲਵਰ ਮੈਡਲ ਹਾਸਲ ਕੀਤਾ। xyxy=(1178,1013,1306,1062)
lead-subtitle-b: ਮਰੀਜ਼ਾਂ ਨੂੰ ਮਿਲਣ ਪਹੁੰਚੇ ਸਿਹਤ ਮੰਤਰੀ xyxy=(555,241,675,252)
badminton-photo xyxy=(1043,842,1305,1009)
sbs-body-2: ਸਕੂਲ ਪ੍ਰਿੰਸੀਪਲ ਨੇ ਕਿਹਾ ਕਿ ਅਜਿਹੀਆਂ ਗਤੀਵਿਧੀਆਂ ਬੱਚਿਆਂ ਦੇ ਸਰਬਪੱਖੀ ਵਿਕਾਸ ਲਈ ਬਹੁਤ ਜ਼ਰੂਰੀ ਹਨ। ਜੇਤੂ ਬੱਚਿਆਂ ਨੂੰ ਇਨਾਮ ਵੰਡੇ ਗਏ। xyxy=(784,1150,909,1211)
nagar-kirtan-photo xyxy=(1160,131,1410,283)
exhibition-dateline: ਬਰਨਾਲਾ, 25 ਅਕਤੂਬਰ (ਗੁਰਮੀਤ ਸਿੰਘ): xyxy=(400,893,518,917)
sbs-body-1: ਐਸ.ਬੀ.ਐਸ ਸਕੂਲ ਵਿਖੇ ਬੱਚਿਆਂ ਲਈ ਵੱਖ-ਵੱਖ ਗਤੀਵਿਧੀਆਂ ਕਰਵਾਈਆਂ ਗਈਆਂ, ਜਿਨ੍ਹਾਂ ਵਿਚ ਚਿੱਤਰਕਾਰੀ, ਭਾਸ਼ਣ, ਕਵਿਤਾ ਅਤੇ ਖੇਡ ਮੁਕਾਬਲੇ ਸ਼ਾਮਲ ਸਨ। xyxy=(652,1162,778,1224)
murder-photo xyxy=(222,1272,385,1424)
skating-story xyxy=(926,1088,1426,1392)
masthead xyxy=(46,36,1430,70)
lead-photo-block xyxy=(312,148,547,477)
buses-body-2: ਚੈਕਿੰਗ ਦੌਰਾਨ ਖ਼ਾਮੀਆਂ ਪਾਏ ਜਾਣ 'ਤੇ 15 ਸਕੂਲੀ ਬਸਾਂ ਦੇ ਚਲਾਨ ਕੱਟੇ ਗਏ। ਅਧਿਕਾਰੀਆਂ ਨੇ ਦੱਸਿਆ ਕਿ ਬੱਚਿਆਂ ਦੀ ਸੁਰੱਖਿਆ ਨਾਲ ਕੋਈ ਸਮਝੌਤਾ ਨਹੀਂ ਕੀਤਾ ਜਾਵੇਗਾ। xyxy=(926,1549,1036,1623)
inspector-caption: ਚਾਰਜ ਸੰਭਾਲਣ ਮੌਕੇ ਇੰਸਪੈਕਟਰ ਗੁਰਗਿੰਦਰ ਸਿੰਘ। xyxy=(222,781,366,791)
exhibition-body-2: ਵਿਦਿਆਰਥੀਆਂ ਵੱਲੋਂ ਤਿਆਰ ਕੀਤੇ ਗਏ ਮਾਡਲਾਂ ਨੇ ਦਰਸ਼ਕਾਂ ਦਾ ਧਿਆਨ ਖਿੱਚਿਆ। ਸਕੂਲ ਮੁਖੀ ਨੇ ਦੱਸਿਆ ਕਿ ਅਜਿਹੇ ਪ੍ਰੋਗਰਾਮਾਂ ਨਾਲ ਵਿਦਿਆਰਥੀਆਂ ਦੀ ਸਿਰਜਣਾਤਮਕ ਸੋਚ ਵਿਕਸਤ ਹੁੰਦੀ ਹੈ। xyxy=(400,973,518,1047)
relief-body-3: ਇਸ ਮੌਕੇ ਵੱਖ-ਵੱਖ ਸਮਾਜ ਸੇਵੀ ਸੰਸਥਾਵਾਂ ਦੇ ਨੁਮਾਇੰਦੇ, ਪੰਚਾਇਤ ਮੈਂਬਰ ਅਤੇ ਨੌਜਵਾਨ ਵੱਡੀ ਗਿਣਤੀ ਵਿਚ ਹਾਜ਼ਰ ਸਨ। ਉਨ੍ਹਾਂ ਕਿਹਾ ਕਿ ਇਹ ਸੇਵਾ ਅੱਗੇ ਵੀ ਜਾਰੀ ਰੱਖੀ ਜਾਵੇਗੀ। xyxy=(400,735,510,810)
lead-dateline: ਬਰਨਾਲਾ, 25 ਅਕਤੂਬਰ (ਸੁਖਵਿੰਦਰ ਸਿੰਘ ਪਾਲੀਵਾਲ): xyxy=(52,148,174,172)
exhibition-photo-2 xyxy=(657,892,782,1022)
brief-fir-headline: ਸਬਇੰਸਪੈਕਟਰ ਦੀ ਟੱਕਰ ਮਾਰਨ ਵਾਲੇ ਦੀ ਪਛਾਣ, ਕੇਸ ਦਰਜ xyxy=(533,1314,646,1364)
colorbar-center xyxy=(470,2192,570,2205)
lead-story xyxy=(52,80,914,477)
lead-column-1 xyxy=(52,148,174,477)
masthead-city: ਬਰਨਾਲਾ xyxy=(923,44,973,61)
namdev-column-1 xyxy=(926,131,1036,283)
science-body-2b: ਇਨ੍ਹਾਂ ਮੇਲਿਆਂ ਵਿਚ ਵਿਦਿਆਰਥੀਆਂ ਨੇ ਆਪਣੇ ਹੱਥੀਂ ਤਿਆਰ ਕੀਤੇ ਮਾਡਲ, ਚਾਰਟ ਅਤੇ ਪ੍ਰੋਜੈਕਟ ਪੇਸ਼ ਕੀਤੇ। ਅਧਿਆਪਕਾਂ ਨੇ ਵਿਦਿਆਰਥੀਆਂ ਦੀ ਹੌਸਲਾ ਅਫ਼ਜ਼ਾਈ ਕੀਤੀ। xyxy=(1321,559,1426,633)
namdev-photo-block xyxy=(1160,131,1410,283)
colorbar-far-right xyxy=(1330,2192,1430,2205)
badminton-body-1: ਜ਼ਿਲ੍ਹਾ ਪੱਧਰੀ ਪ੍ਰਾਇਮਰੀ ਸਕੂਲ ਖੇਡਾਂ ਦੇ ਬੈਡਮਿੰਟਨ ਮੁਕਾਬਲਿਆਂ ਵਿਚ ਟੰਡਨ ਸਕੂਲ ਦੇ ਵਿਦਿਆਰਥੀਆਂ ਨੇ ਸ਼ਾਨਦਾਰ ਪ੍ਰਦਰਸ਼ਨ ਕਰਦਿਆਂ ਮੈਡਲ ਜਿੱਤੇ। xyxy=(926,855,1037,929)
science-photo xyxy=(1043,558,1198,695)
exhibition-body-1: ਸਰਕਾਰੀ ਸੀਨੀਅਰ ਸੈਕੰਡਰੀ ਸਕੂਲ ਵਿਖੇ ਵਿਗਿਆਨ ਪ੍ਰਦਰਸ਼ਨੀ ਕਰਵਾਈ ਗਈ, ਜਿਸ ਵਿਚ ਵੱਖ-ਵੱਖ ਕਲਾਸਾਂ ਦੇ ਵਿਦਿਆਰਥੀਆਂ ਵੱਲੋਂ ਵੱਧ ਚੜ੍ਹ ਕੇ ਹਿੱਸਾ ਲਿਆ ਗਿਆ। xyxy=(400,906,518,967)
badminton-body-3: ਸਕੂਲ ਦੇ ਮੁਖੀ ਨੇ ਜੇਤੂ ਵਿਦਿਆਰਥੀਆਂ ਨੂੰ ਵਧਾਈ ਦਿੰਦਿਆਂ ਕਿਹਾ ਕਿ ਖੇਡਾਂ ਨਾਲ ਸਰੀਰਕ ਤੰਦਰੁਸਤੀ ਦੇ ਨਾਲ-ਨਾਲ ਆਤਮਵਿਸ਼ਵਾਸ ਵਧਦਾ ਹੈ। xyxy=(926,1013,1036,1075)
sikhseva-body: ਸਿੱਖ ਸੇਵਾ ਸੁਸਾਇਟੀ ਪੰਜਾਬ ਵਲੋਂ ਇਕ ਗ਼ਰੀਬ ਪਰਵਾਰ ਦੀ ਲੜਕੀ ਦਾ ਵਿਆਹ ਸਿੱਖ ਮਰਿਆਦਾ ਅਨੁਸਾਰ ਕਰਵਾਇਆ ਗਿਆ। ਇਸ ਮੌਕੇ ਬੋਲਦਿਆਂ ਭਾਈ ਮੰਡ ਨੇ ਕਿਹਾ ਕਿ ਸੰਗਤਾਂ ਦੇ ਸਹਿਯੋਗ ਨਾਲ ਸੁਸਾਇਟੀ ਵਲੋਂ ਲੋੜਵੰਦ ਪਰਵਾਰਾਂ ਦੀ ਮਦਦ ਲਗਾਤਾਰ ਕੀਤੀ ਜਾ ਰਹੀ ਹੈ। ਉਨ੍ਹਾਂ ਕਿਹਾ ਕਿ ਸਮਾਜ ਵਿਚ ਅਜਿਹੇ ਉਪਰਾਲੇ ਕਰਨ ਦੀ ਲੋੜ ਹੈ ਤਾਂ ਜੋ ਕੋਈ ਵੀ ਧੀ ਆਰਥਿਕ ਤੰਗੀ ਕਾਰਨ ਅਣਵਿਆਹੀ ਨਾ ਰਹੇ। ਵਿਆਹ ਮੌਕੇ ਲੜਕੀ ਨੂੰ ਘਰੇਲੂ ਸਾਮਾਨ ਅਤੇ ਲੋੜੀਂਦੀਆਂ ਵਸਤਾਂ ਭੇਟ ਕੀਤੀਆਂ ਗਈਆਂ। ਇਸ ਮੌਕੇ ਵੱਡੀ ਗਿਣਤੀ ਵਿਚ ਸੰਗਤਾਂ ਹਾਜ਼ਰ ਸਨ। xyxy=(52,1072,215,1210)
namdev-headline: ਬਾਬਾ ਨਾਮਦੇਵ ਜੀ ਦੇ ਅਵਤਾਰ ਦਿਹਾੜੇ ਬੜੀ ਸ਼ਰਧਾ ਭਾਵਨਾ ਨਾਲ ਮਨਾਇਆ xyxy=(943,79,1409,125)
sikhseva-story xyxy=(52,804,392,1217)
lead-subhead: ਡਾਕਟਰਾਂ ਅਨੁਸਾਰ ਪ੍ਰਾਈਵੇਟ ਹਸਪਤਾਲਾਂ ਅਤੇ ਘਰਾਂ 'ਚ ਇਲਾਜ ਕਰਵਾਉਣ ਵਾਲੇ ਮਰੀਜ਼ਾਂ ਦੀ ਗਿਣਤੀ ਵੱਧ xyxy=(82,119,884,141)
lead-column-4 xyxy=(685,148,807,477)
badminton-headline: ਪ੍ਰਾਇਮਰੀ ਸਕੂਲ ਖੇਡਾਂ ਦੇ ਬੈਡਮਿੰਟਨ ਮੁਕਾਬਲਿਆਂ 'ਚ ਟੰਡਨ ਸਕੂਲ ਦੇ ਵਿਦਿਆਰਥੀਆਂ ਨੇ ਜਿੱਤੇ ਮੈਡਲ xyxy=(951,783,1401,837)
badminton-story xyxy=(926,785,1426,1082)
gurdwara-headline: ਗੁਰਦੁਆਰਾ ਪਾਤਸ਼ਾਹੀ ਛੇਵੀਂ ਸ਼ਹਿਣਾ ਵਿਖੇ ਧਾਰਮਕ ਸਮਾਗਮ 2 ਤੋਂ ਸ਼ੁਰੂ : ਪ੍ਰਬੰਧਕ ਕਮੇਟੀ xyxy=(65,1457,379,1498)
buses-dateline: ਬਰਨਾਲਾ, 25 ਅਕਤੂਬਰ (ਰਾਮ ਸਿੰਘ): xyxy=(926,1456,1036,1479)
column-rule xyxy=(46,78,47,2158)
handcuffs-photo xyxy=(662,1470,787,1582)
inspector-body: ਥਾਣਾ ਟੁੰਡੇਕੇ ਕਲਾਂ ਦੇ ਨਵੇਂ ਐੱਸ.ਐੱਚ.ਓ. ਦਾ ਚਾਰਜ ਇੰਸਪੈਕਟਰ ਗੁਰਗਿੰਦਰ ਸਿੰਘ ਵਲੋਂ ਸੰਭਾਲਿਆ ਗਿਆ। ਇਸ ਮੌਕੇ ਉਨ੍ਹਾਂ ਇਲਾਕੇ ਦੇ ਮੋਹਤਬਰ ਵਿਅਕਤੀਆਂ ਨਾਲ ਮੀਟਿੰਗ ਕੀਤੀ ਅਤੇ ਕਿਹਾ ਕਿ ਉਨ੍ਹਾਂ ਦੀ ਪਹਿਲ ਇਲਾਕੇ ਵਿਚ ਅਮਨ-ਕਾਨੂੰਨ ਦੀ ਸਥਿਤੀ ਬਰਕਰਾਰ ਰੱਖਣਾ ਹੋਵੇਗੀ। ਉਨ੍ਹਾਂ ਕਿਹਾ ਕਿ ਨਸ਼ਿਆਂ ਦੇ ਖ਼ਾਤਮੇ ਲਈ ਵਿਸ਼ੇਸ਼ ਮੁਹਿੰਮ ਚਲਾਈ ਜਾਵੇਗੀ ਅਤੇ ਨਸ਼ਾ ਵੇਚਣ ਵਾਲਿਆਂ ਖ਼ਿਲਾਫ਼ ਸਖ਼ਤ ਕਾਰਵਾਈ ਕੀਤੀ ਜਾਵੇਗੀ। ਉਨ੍ਹਾਂ ਨੇ ਇਲਾਕਾ ਨਿਵਾਸੀਆਂ ਨੂੰ ਅਪੀਲ ਕੀਤੀ ਕਿ ਕਿਸੇ ਵੀ ਤਰ੍ਹਾਂ ਦੀ ਸ਼ੱਕੀ ਗਤੀਵਿਧੀ ਬਾਰੇ ਤੁਰੰਤ ਪੁਲਿਸ ਨੂੰ ਸੂਚਿਤ ਕੀਤਾ ਜਾਵੇ ਤਾਂ ਜੋ ਸਮੇਂ ਸਿਰ ਕਾਰਵਾਈ ਕੀਤੀ ਜਾ ਸਕੇ। xyxy=(52,593,215,757)
brief-assault-dateline: ਬਰਨਾਲਾ, 25 ਅਕਤੂਬਰ (ਗੁਰਮੀਤ ਸਿੰਘ): xyxy=(400,1352,518,1376)
lead-headline: ਬਰਨਾਲਾ 'ਚ ਡੇਂਗੂ ਅਤੇ ਚਿਕਨਗੁਨੀਆ ਦਾ ਕਹਿਰ, ਮਰੀਜ਼ਾਂ ਨਾਲ ਭਰੇ ਹਸਪਤਾਲ xyxy=(68,79,898,114)
sbs-caption: ਸਕੂਲ ਵਿਖੇ ਕਰਵਾਈਆਂ ਗਤੀਵਿਧੀਆਂ ਵਿਚ ਭਾਗ ਲੈਂਦੇ ਹੋਏ ਬੱਚੇ। xyxy=(400,1293,580,1303)
brief-fir-dateline: ਬਰਨਾਲਾ, 25 ਅਕਤੂਬਰ (ਕੁਲਦੀਪ ਸਿੰਘ): xyxy=(525,1493,654,1517)
brief-assault-headline: ਕੁੱਟਮਾਰ ਕਰਨ ਦੇ ਮਾਮਲੇ 'ਚ ਕੇਸ ਦਰਜ xyxy=(404,1314,514,1348)
buses-headline: ਸੇਫ਼ ਸਕੂਲ ਵਾਹਨ ਪਾਲਸੀ ਤਹਿਤ 86 ਸਕੂਲੀ ਬਸਾਂ ਦੀ ਚੈਕਿੰਗ, 15 ਸਕੂਲੀ ਬਸਾਂ ਦੇ ਚਲਾਨ xyxy=(954,1397,1398,1451)
column-rule xyxy=(920,78,921,2158)
exhibition-body-3: ਪ੍ਰੋਗਰਾਮ ਦੇ ਅੰਤ ਵਿਚ ਜੇਤੂ ਵਿਦਿਆਰਥੀਆਂ ਨੂੰ ਸਨਮਾਨ ਚਿੰਨ੍ਹ ਦੇ ਕੇ ਸਨਮਾਨਿਤ ਕੀਤਾ ਗਿਆ। ਇਸ ਮੌਕੇ ਸਮੂਹ ਸਟਾਫ਼ ਅਤੇ ਮਾਪੇ ਹਾਜ਼ਰ ਸਨ। xyxy=(525,1050,650,1099)
science-body-1b: ਜ਼ਿਲ੍ਹਾ ਸਿੱਖਿਆ ਅਫ਼ਸਰ ਦੀ ਅਗਵਾਈ ਹੇਠ ਜ਼ਿਲ੍ਹੇ ਦੇ ਵੱਖ-ਵੱਖ ਸਰਕਾਰੀ ਸਕੂਲਾਂ ਵਿਚ ਸਾਇੰਸ, ਹਿਸਾਬ, ਸਮਾਜਿਕ ਵਿਗਿਆਨ ਅਤੇ ਅੰਗਰੇਜ਼ੀ ਵਿਸ਼ਿਆਂ ਦੇ ਮੇਲੇ ਲਗਾਏ ਗਏ। xyxy=(1204,626,1315,701)
lead-body-2b: ਜ਼ਿਲ੍ਹਾ ਬਰਨਾਲਾ ਵਿਚ ਹੁਣ ਤੱਕ 14 ਦੇ ਕਰੀਬ ਡੇਂਗੂ ਦੇ ਕੇਸ ਸਾਹਮਣੇ ਆ ਚੁੱਕੇ ਹਨ ਜਦਕਿ ਚਿਕਨਗੁਨੀਆ ਦੇ ਵੀ ਕਈ ਕੇਸ ਪਾਜ਼ੇਟਿਵ ਆਏ ਹਨ। ਸਿਹਤ ਵਿਭਾਗ ਵਲੋਂ ਲਗਾਤਾਰ ਸ਼ਹਿਰ ਅਤੇ ਪਿੰਡਾਂ ਵਿਚ ਜਾਗਰੂਕਤਾ ਮੁਹਿੰਮ ਚਲਾਈ ਜਾ ਰਹੀ ਹੈ। xyxy=(555,350,677,437)
science-body-3b: ਜ਼ਿਲ੍ਹਾ ਸਿੱਖਿਆ ਅਫ਼ਸਰ ਨੇ ਕਿਹਾ ਕਿ ਇਸ ਤਰ੍ਹਾਂ ਦੇ ਮੇਲੇ ਵਿਦਿਆਰਥੀਆਂ ਵਿਚ ਵਿਸ਼ਿਆਂ ਪ੍ਰਤੀ ਰੁਚੀ ਪੈਦਾ ਕਰਦੇ ਹਨ ਅਤੇ ਉਨ੍ਹਾਂ ਦੀ ਸਮਝ ਨੂੰ ਡੂੰਘਾ ਕਰਦੇ ਹਨ। xyxy=(1321,639,1426,713)
exhibition-body-1b: ਸਰਕਾਰੀ ਸੀਨੀਅਰ ਸੈਕੰਡਰੀ ਸਕੂਲ ਵਿਖੇ ਵਿਗਿਆਨ ਪ੍ਰਦਰਸ਼ਨੀ ਕਰਵਾਈ ਗਈ, ਜਿਸ ਵਿਚ ਵੱਖ-ਵੱਖ ਕਲਾਸਾਂ ਦੇ ਵਿਦਿਆਰਥੀਆਂ ਵੱਲੋਂ ਵੱਧ ਚੜ੍ਹ ਕੇ ਹਿੱਸਾ ਲਿਆ ਗਿਆ। xyxy=(657,1050,782,1111)
relief-story xyxy=(400,508,912,830)
namdev-body-2: ਸੰਗਤਾਂ ਨੂੰ ਸਵੇਰੇ 9 ਵਜੇ ਸ੍ਰੀ ਸੁਖਮਨੀ ਸਾਹਿਬ ਦੇ ਪਾਠ ਦੇ ਭੋਗ ਪਾਏ ਗਏ ਅਤੇ ਉਪਰੰਤ ਰਾਗੀ ਜਥਿਆਂ ਨੇ ਗੁਰਬਾਣੀ ਕੀਰਤਨ ਰਾਹੀਂ ਸੰਗਤਾਂ ਨੂੰ ਨਿਹਾਲ ਕੀਤਾ। ਸ਼ਾਮ 7:30 ਵਜੇ ਵਿਸ਼ੇਸ਼ ਦੀਵਾਨ ਸਜਾਏ ਗਏ। xyxy=(1043,132,1153,219)
skating-body-3: ਪ੍ਰਿੰਸੀਪਲ ਨੇ ਜੇਤੂ ਵਿਦਿਆਰਥੀਆਂ ਨੂੰ ਵਧਾਈ ਦਿੰਦਿਆਂ ਕਿਹਾ ਕਿ ਸਕੂਲ ਵੱਲੋਂ ਖੇਡਾਂ ਨੂੰ ਹਮੇਸ਼ਾ ਉਤਸ਼ਾਹਿਤ ਕੀਤਾ ਜਾਂਦਾ ਹੈ। xyxy=(926,1323,1036,1385)
badminton-body-2: ਮੁੰਡਿਆਂ ਦੇ ਵਰਗ ਵਿਚ ਸਕੂਲ ਦੀ ਟੀਮ ਨੇ ਪਹਿਲਾ ਸਥਾਨ ਹਾਸਲ ਕੀਤਾ ਅਤੇ ਗੋਲਡ ਮੈਡਲ ਜਿੱਤਿਆ। ਲੜਕੀਆਂ ਦੀ ਟੀਮ ਨੇ ਵੀ ਸਿਲਵਰ ਮੈਡਲ ਹਾਸਲ ਕੀਤਾ। xyxy=(1312,842,1417,917)
lead-body-4b: ਜ਼ਿਲ੍ਹਾ ਐਪੀਡੀਮਾਲੋਜਿਸਟ ਨੇ ਦੱਸਿਆ ਕਿ ਲੋਕਾਂ ਨੂੰ ਅਪੀਲ ਕੀਤੀ ਜਾਂਦੀ ਹੈ ਕਿ ਉਹ ਆਪਣੇ ਘਰਾਂ ਦੇ ਆਲੇ-ਦੁਆਲੇ ਪਾਣੀ ਖੜ੍ਹਾ ਨਾ ਹੋਣ ਦੇਣ, ਕੂਲਰਾਂ, ਗਮਲਿਆਂ ਅਤੇ ਫਰਿੱਜ਼ਾਂ ਦੀਆਂ ਟਰੇਆਂ ਨੂੰ ਹਫ਼ਤੇ ਵਿਚ ਇਕ ਵਾਰ ਜ਼ਰੂਰ ਸਾਫ਼ ਕਰਨ। xyxy=(685,334,807,421)
fir-photo xyxy=(526,1368,654,1490)
science-story xyxy=(926,508,1426,779)
registration-mark-top xyxy=(726,8,752,34)
namdev-dateline: ਬਰਨਾਲਾ, 25 ਅਕਤੂਬਰ (ਕੁਲਦੀਪ ਸਿੰਘ ਬਰਨਾਲਾ): xyxy=(926,132,1036,156)
badminton-dateline: ਬਰਨਾਲਾ, 25 ਅਕਤੂਬਰ (ਰਾਮ ਸਿੰਘ): xyxy=(926,842,1036,866)
center-column xyxy=(400,508,912,1607)
lead-column-2 xyxy=(182,148,304,477)
buses-story xyxy=(926,1398,1426,1649)
colorbar-right xyxy=(920,2192,1060,2205)
buses-caption: ਸੇਫ਼ ਸਕੂਲ ਵਾਹਨ ਪਾਲਸੀ ਤਹਿਤ ਸਕੂਲੀ ਬਸਾਂ ਦੀ ਚੈਕਿੰਗ ਕਰਦੇ ਹੋਏ ਅਧਿਕਾਰੀ। xyxy=(1043,1609,1269,1619)
sikhseva-caption: ਸਿੱਖ ਸੇਵਾ ਸੁਸਾਇਟੀ ਪੰਜਾਬ ਵਲੋਂ ਕਰਵਾਏ ਗਏ ਵਿਆਹ ਮੌਕੇ ਨਵ-ਵਿਆਹੇ ਜੋੜੇ ਨਾਲ ਭਾਈ ਮੰਡ ਅਤੇ ਹੋਰ ਸ਼ਖ਼ਸੀਅਤਾਂ। xyxy=(222,1071,385,1102)
sbs-photo xyxy=(400,1149,645,1291)
brief-assault xyxy=(400,1315,518,1607)
relief-truck-photo xyxy=(517,558,787,718)
registration-mark-right xyxy=(1446,1098,1472,1124)
trim-mark xyxy=(1430,0,1431,30)
brief-pills-caption: 200 ਪਾਬੰਦੀਸ਼ੁਦਾ ਗੋਲੀਆਂ ਸਣੇ ਕਾਬੂ ਕੀਤਾ ਗਿਆ ਮੁਲਜ਼ਮ। xyxy=(661,1583,787,1604)
namdev-body-5: ਇਸ ਮੌਕੇ ਪ੍ਰਧਾਨ ਗੁਰਮੀਤ ਸਿੰਘ, ਸਕੱਤਰ ਬਲਵਿੰਦਰ ਸਿੰਘ, ਖ਼ਜ਼ਾਨਚੀ ਦਰਸ਼ਨ ਸਿੰਘ, ਜਗਦੀਸ਼ ਸਿੰਘ, ਹਰਬੰਸ ਸਿੰਘ ਸਮੇਤ ਵੱਡੀ ਗਿਣਤੀ ਵਿਚ ਸੰਗਤਾਂ ਹਾਜ਼ਰ ਸਨ। xyxy=(1160,289,1280,351)
sikhseva-dateline: ਬਰਨਾਲਾ/ਸ਼ਹਿਣਾ, 25 ਅਕਤੂਬਰ (ਸੁਖਵਿੰਦਰ ਸਿੰਘ ਪਾਲੀਵਾਲ): xyxy=(52,854,252,865)
exhibition-body-3b: ਪ੍ਰੋਗਰਾਮ ਦੇ ਅੰਤ ਵਿਚ ਜੇਤੂ ਵਿਦਿਆਰਥੀਆਂ ਨੂੰ ਸਨਮਾਨ ਚਿੰਨ੍ਹ ਦੇ ਕੇ ਸਨਮਾਨਿਤ ਕੀਤਾ ਗਿਆ। ਇਸ ਮੌਕੇ ਸਮੂਹ ਸਟਾਫ਼ ਅਤੇ ਮਾਪੇ ਹਾਜ਼ਰ ਸਨ। xyxy=(789,973,907,1035)
skating-caption: ਰਾਸ਼ਟਰੀ ਪੱਧਰ ਸਕੇਟਿੰਗ ਮੁਕਾਬਲਿਆਂ ਵਿਚ ਹਿੱਸਾ ਲੈਣ ਵਾਲੇ ਗੋਬਿੰਦ ਇੰਟਰਨੈਸ਼ਨਲ ਸਕੂਲ ਦੇ ਵਿਦਿਆਰਥੀ। xyxy=(1313,1322,1418,1364)
masthead-date: ਐਤਵਾਰ, 26 ਅਕਤੂਬਰ 2025 xyxy=(1219,39,1424,67)
science-body-2: ਇਨ੍ਹਾਂ ਮੇਲਿਆਂ ਵਿਚ ਵਿਦਿਆਰਥੀਆਂ ਨੇ ਆਪਣੇ ਹੱਥੀਂ ਤਿਆਰ ਕੀਤੇ ਮਾਡਲ, ਚਾਰਟ ਅਤੇ ਪ੍ਰੋਜੈਕਟ ਪੇਸ਼ ਕੀਤੇ। ਅਧਿਆਪਕਾਂ ਨੇ ਵਿਦਿਆਰਥੀਆਂ ਦੀ ਹੌਸਲਾ ਅਫ਼ਜ਼ਾਈ ਕੀਤੀ। xyxy=(926,652,1036,726)
brief-pills xyxy=(662,1315,787,1607)
registration-mark-bottom xyxy=(726,2200,752,2226)
exhibition-caption-2: ਸਮਾਗਮ ਦੌਰਾਨ ਸਨਮਾਨਿਤ ਕੀਤੇ ਗਏ ਵਿਦਿਆਰਥੀ ਤੇ ਸਟਾਫ਼। xyxy=(657,1024,782,1044)
exhibition-story xyxy=(400,836,912,1119)
colorbar-left xyxy=(60,2192,202,2205)
science-caption: ਸਕੂਲਾਂ ਵਿਚ ਲਗਾਏ ਗਏ ਵਿਸ਼ਾ ਮੇਲਿਆਂ ਦੌਰਾਨ ਮਾਡਲ ਪੇਸ਼ ਕਰਦੇ ਵਿਦਿਆਰਥੀ। xyxy=(1042,697,1198,717)
relief-dateline: ਬਰਨਾਲਾ/ਸ਼ਹਿਣਾ, 25 ਅਕਤੂਬਰ (ਸੁਖਵਿੰਦਰ ਸਿੰਘ ਪਾਲੀਵਾਲ): xyxy=(400,559,510,583)
skating-body-2: ਸਕੂਲ ਪ੍ਰਬੰਧਕਾਂ ਨੇ ਦੱਸਿਆ ਕਿ ਵਿਦਿਆਰਥੀਆਂ ਨੇ ਲੰਮੇ ਸਮੇਂ ਤੋਂ ਸਖ਼ਤ ਅਭਿਆਸ ਕੀਤਾ ਸੀ, ਜਿਸ ਦਾ ਨਤੀਜਾ ਇਨ੍ਹਾਂ ਮੁਕਾਬਲਿਆਂ ਵਿਚ ਵੇਖਣ ਨੂੰ ਮਿਲਿਆ। xyxy=(1312,1145,1417,1207)
exhibition-caption-1: ਪ੍ਰਦਰਸ਼ਨੀ ਮੌਕੇ ਮਾਡਲ ਬਾਰੇ ਜਾਣਕਾਰੀ ਦਿੰਦੇ ਹੋਏ ਵਿਦਿਆਰਥੀ। xyxy=(525,1024,650,1044)
lead-column-3 xyxy=(555,148,677,477)
sbs-story xyxy=(400,1125,912,1310)
lead-photo-caption: ਸਰਕਾਰੀ ਹਸਪਤਾਲ ਬਰਨਾਲਾ ਵਿਖੇ ਦਾਖ਼ਲ ਡੇਂਗੂ ਅਤੇ ਚਿਕਨਗੁਨੀਆ ਦੇ ਮਰੀਜ਼ ਅਤੇ ਉਨ੍ਹਾਂ ਦਾ ਇਲਾਜ ਕਰਦੇ ਹੋਏ ਡਾਕਟਰ। xyxy=(312,338,547,359)
murder-dateline: ਬਰਨਾਲਾ/ਸ਼ਹਿਣਾ, 25 ਅਕਤੂਬਰ (ਸੁਖਵਿੰਦਰ ਸਿੰਘ ਪਾਲੀਵਾਲ): xyxy=(52,1273,215,1296)
printer-slug: 26Barnala4.qxd 10/25/2025 9:13 PM Page 1 xyxy=(58,6,315,17)
hospital-photo xyxy=(312,148,547,336)
sikhseva-headline: ਸਿੱਖ ਸੇਵਾ ਸੁਸਾਇਟੀ ਪੰਜਾਬ ਵਲੋਂ ਲੜਕੀ ਦਾ ਵਿਆਹ ਕੀਤਾ : ਭਾਈ ਮੰਡ xyxy=(63,803,381,849)
skating-body-1: ਗੋਬਿੰਦ ਇੰਟਰਨੈਸ਼ਨਲ ਸਕੂਲ ਦੇ ਵਿਦਿਆਰਥੀਆਂ ਨੇ ਰਾਸ਼ਟਰੀ ਪੱਧਰ ਦੇ ਸਕੇਟਿੰਗ ਮੁਕਾਬਲਿਆਂ ਵਿਚ ਹਿੱਸਾ ਲਿਆ ਅਤੇ ਸ਼ਾਨਦਾਰ ਪ੍ਰਦਰਸ਼ਨ ਕੀਤਾ। xyxy=(926,1171,1036,1233)
relief-headline: ਗਾਇਕ ਡਕੈਂਤਾ ਹੜ੍ਹ ਪੀੜਤਾਂ ਲਈ ਰਾਹਤ ਸਮੱਗਰੀ ਲੈ ਕੇ ਰਵਾਨਾ: ਦਰਸ਼ਨ ਸਿੰਘ ਮਹਿਤਾ xyxy=(419,507,893,553)
relief-body-2: ਉਨ੍ਹਾਂ ਦੱਸਿਆ ਕਿ ਰਾਹਤ ਸਮੱਗਰੀ ਨੂੰ ਸਿੱਧੇ ਤੌਰ 'ਤੇ ਹੜ੍ਹ ਪ੍ਰਭਾਵਿਤ ਇਲਾਕਿਆਂ ਵਿਚ ਪਹੁੰਚਾਇਆ ਜਾਵੇਗਾ ਅਤੇ ਲੋੜਵੰਦ ਪਰਵਾਰਾਂ ਨੂੰ ਵੰਡਿਆ ਜਾਵੇਗਾ। ਉਨ੍ਹਾਂ ਸਮੂਹ ਦਾਨੀ ਸੱਜਣਾਂ ਦਾ ਧੰਨਵਾਦ ਕੀਤਾ। xyxy=(794,559,912,633)
namdev-body-4: ਗੁਰਦੁਆਰਾ ਪ੍ਰਬੰਧਕ ਕਮੇਟੀ ਵਲੋਂ ਸੰਗਤਾਂ ਦੇ ਸਹਿਯੋਗ ਨਾਲ ਅਤੁੱਟ ਲੰਗਰ ਵਰਤਾਇਆ ਗਿਆ। ਇਸ ਮੌਕੇ ਵੱਖ-ਵੱਖ ਸ਼ਖ਼ਸੀਅਤਾਂ ਨੇ ਹਾਜ਼ਰੀ ਭਰੀ ਅਤੇ ਸੰਗਤਾਂ ਨੂੰ ਵਧਾਈ ਦਿਤੀ। xyxy=(1043,289,1153,363)
murder-body: ਮੱਘਰ ਸਿੰਘ ਕਤਲ ਕਾਂਡ ਦੀ ਗੁੱਥੀ ਸੁਲਝਾਉਂਦਿਆਂ ਪੁਲਿਸ ਨੇ ਦੋ ਵਿਅਕਤੀਆਂ ਨੂੰ ਕਾਬੂ ਕਰ ਲਿਆ ਹੈ। ਥਾਣਾ ਮੁਖੀ ਗੁਰਮੰਦਰ ਸਿੰਘ ਨੇ ਦੱਸਿਆ ਕਿ ਮੁਲਜ਼ਮਾਂ ਖ਼ਿਲਾਫ਼ ਪਹਿਲਾਂ ਹੀ ਕੇਸ ਦਰਜ ਕੀਤਾ ਗਿਆ ਸੀ। ਪੁਲਿਸ ਨੇ ਮੁਲਜ਼ਮਾਂ ਕੋਲੋਂ ਵਾਰਦਾਤ ਵਿਚ ਵਰਤਿਆ ਹਥਿਆਰ ਵੀ ਬਰਾਮਦ ਕਰ ਲਿਆ ਹੈ। ਉਨ੍ਹਾਂ ਦੱਸਿਆ ਕਿ ਮੁਲਜ਼ਮਾਂ ਨੂੰ ਅਦਾਲਤ ਵਿਚ ਪੇਸ਼ ਕਰ ਕੇ ਪੁਲਿਸ ਰਿਮਾਂਡ ਹਾਸਲ ਕੀਤਾ ਜਾਵੇਗਾ ਤਾਂ ਜੋ ਡੂੰਘਾਈ ਨਾਲ ਪੁੱਛਗਿੱਛ ਕੀਤੀ ਜਾ ਸਕੇ। ਪੁਲਿਸ ਵਲੋਂ ਮਾਮਲੇ ਦੀ ਹਰ ਪੱਖੋਂ ਜਾਂਚ ਕੀਤੀ ਜਾ ਰਹੀ ਹੈ। xyxy=(52,1285,216,1411)
glance-banner: ਇਕ ਨਜ਼ਰ xyxy=(52,508,392,544)
trim-mark xyxy=(45,0,46,30)
